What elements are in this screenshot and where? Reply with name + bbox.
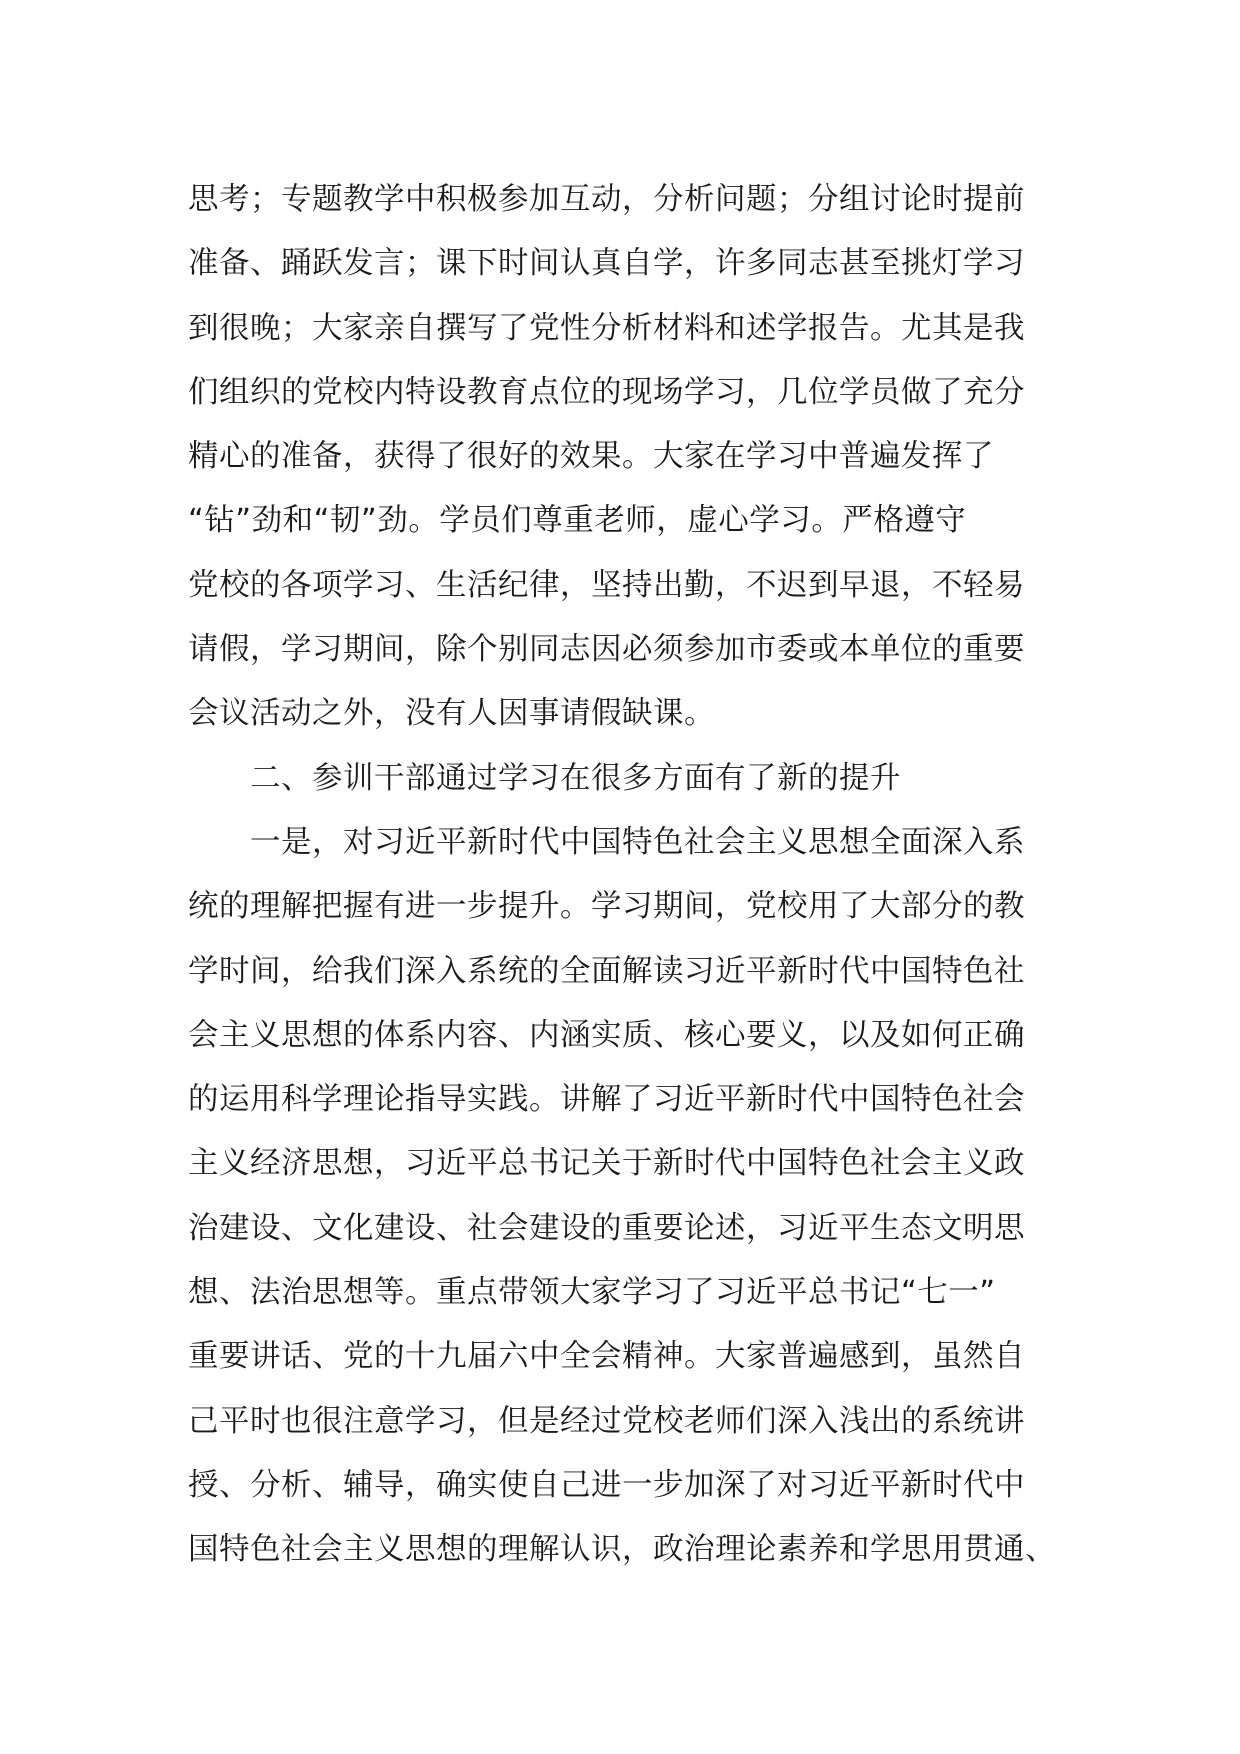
text-line: 思考；专题教学中积极参加互动，分析问题；分组讨论时提前	[188, 182, 1025, 217]
text-line: 精心的准备，获得了很好的效果。大家在学习中普遍发挥了	[188, 439, 994, 475]
text-line: 会议活动之外，没有人因事请假缺课。	[188, 696, 715, 732]
text-line: 会主义思想的体系内容、内涵实质、核心要义，以及如何正确	[188, 1017, 1025, 1053]
text-line: “钻”劲和“韧”劲。学员们尊重老师，虚心学习。严格遵守	[188, 503, 967, 539]
body-text	[188, 168, 1068, 1583]
text-line: 想、法治思想等。重点带领大家学习了习近平总书记“七一”	[188, 1275, 996, 1311]
text-line: 重要讲话、党的十九届六中全会精神。大家普遍感到，虽然自	[188, 1339, 1025, 1375]
text-line: 准备、踊跃发言；课下时间认真自学，许多同志甚至挑灯学习	[188, 246, 1025, 282]
text-line: 统的理解把握有进一步提升。学习期间，党校用了大部分的教	[188, 889, 1025, 925]
text-line: 请假，学习期间，除个别同志因必须参加市委或本单位的重要	[188, 632, 1025, 668]
text-line: 国特色社会主义思想的理解认识，政治理论素养和学思用贯通、	[188, 1532, 1056, 1568]
text-line: 主义经济思想，习近平总书记关于新时代中国特色社会主义政	[188, 1146, 1025, 1182]
text-line: 治建设、文化建设、社会建设的重要论述，习近平生态文明思	[188, 1210, 1025, 1246]
text-line: 己平时也很注意学习，但是经过党校老师们深入浅出的系统讲	[188, 1403, 1025, 1439]
section-heading: 二、参训干部通过学习在很多方面有了新的提升	[250, 760, 901, 796]
text-line: 们组织的党校内特设教育点位的现场学习，几位学员做了充分	[188, 374, 1025, 410]
text-line: 党校的各项学习、生活纪律，坚持出勤，不迟到早退，不轻易	[188, 567, 1025, 603]
text-line: 授、分析、辅导，确实使自己进一步加深了对习近平新时代中	[188, 1467, 1025, 1503]
paragraph-start-line: 一是，对习近平新时代中国特色社会主义思想全面深入系	[250, 824, 1025, 860]
text-line: 学时间，给我们深入系统的全面解读习近平新时代中国特色社	[188, 953, 1025, 989]
text-line: 的运用科学理论指导实践。讲解了习近平新时代中国特色社会	[188, 1082, 1025, 1118]
text-line: 到很晚；大家亲自撰写了党性分析材料和述学报告。尤其是我	[188, 310, 1025, 346]
